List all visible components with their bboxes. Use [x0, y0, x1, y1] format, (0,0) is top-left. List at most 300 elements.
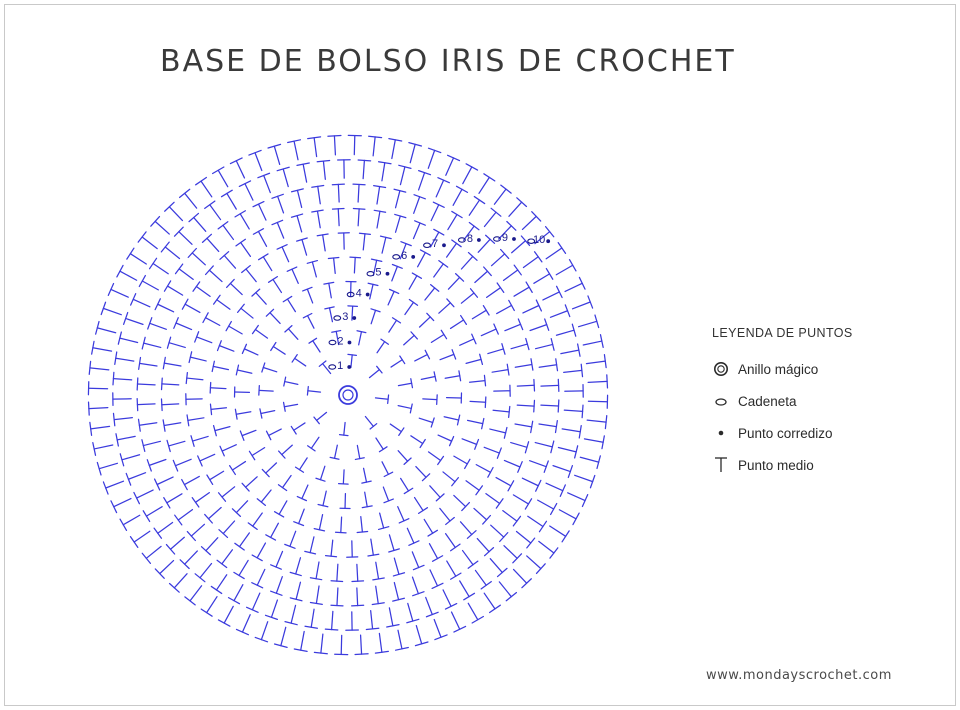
stitch-slip — [411, 255, 415, 259]
stitch-half-double-crochet — [523, 300, 541, 313]
stitch-half-double-crochet — [448, 274, 463, 290]
stitch-half-double-crochet — [325, 307, 334, 322]
stitch-half-double-crochet — [440, 350, 456, 360]
stitch-half-double-crochet — [130, 531, 149, 547]
stitch-half-double-crochet — [369, 366, 382, 377]
magic-ring-inner — [343, 390, 353, 400]
stitch-half-double-crochet — [249, 150, 262, 170]
stitch-half-double-crochet — [443, 590, 457, 609]
stitch-half-double-crochet — [530, 319, 549, 331]
stitch-half-double-crochet — [353, 184, 365, 202]
stitch-half-double-crochet — [201, 597, 217, 616]
stitch-half-double-crochet — [546, 483, 565, 496]
stitch-half-double-crochet — [277, 167, 289, 186]
stitch-half-double-crochet — [230, 158, 244, 178]
stitch-half-double-crochet — [499, 582, 516, 601]
stitch-half-double-crochet — [260, 409, 275, 418]
stitch-half-double-crochet — [493, 406, 510, 417]
stitch-half-double-crochet — [490, 427, 507, 438]
stitch-half-double-crochet — [439, 299, 454, 313]
stitch-half-double-crochet — [365, 416, 376, 429]
stitch-half-double-crochet — [383, 487, 393, 503]
stitch-half-double-crochet — [353, 209, 364, 226]
stitch-half-double-crochet — [314, 515, 324, 531]
stitch-half-double-crochet — [468, 419, 484, 429]
stitch-half-double-crochet — [496, 478, 514, 491]
stitch-half-double-crochet — [416, 467, 430, 481]
stitch-half-double-crochet — [412, 577, 424, 596]
stitch-half-double-crochet — [198, 454, 215, 466]
stitch-half-double-crochet — [285, 531, 296, 548]
stitch-half-double-crochet — [186, 394, 202, 405]
stitch-half-double-crochet — [431, 330, 446, 342]
stitch-half-double-crochet — [259, 386, 273, 395]
stitch-half-double-crochet — [424, 519, 437, 536]
stitch-slip — [386, 272, 390, 276]
stitch-half-double-crochet — [509, 198, 527, 216]
stitch-half-double-crochet — [446, 155, 460, 175]
stitch-half-double-crochet — [93, 443, 113, 456]
stitch-half-double-crochet — [340, 423, 348, 436]
stitch-half-double-crochet — [240, 430, 256, 440]
stitch-half-double-crochet — [196, 177, 212, 196]
stitch-half-double-crochet — [350, 257, 360, 273]
stitch-half-double-crochet — [253, 229, 266, 247]
stitch-half-double-crochet — [164, 494, 182, 508]
stitch-half-double-crochet — [562, 426, 581, 438]
stitch-half-double-crochet — [335, 635, 348, 654]
stitch-half-double-crochet — [117, 265, 137, 280]
stitch-half-double-crochet — [579, 315, 599, 327]
stitch-half-double-crochet — [206, 266, 222, 282]
stitch-half-double-crochet — [232, 501, 247, 517]
stitch-half-double-crochet — [248, 513, 262, 529]
round-number-label: 1 — [337, 359, 344, 372]
stitch-half-double-crochet — [195, 564, 211, 582]
stitch-half-double-crochet — [96, 322, 116, 335]
stitch-half-double-crochet — [292, 355, 306, 366]
stitch-half-double-crochet — [220, 445, 236, 456]
stitch-half-double-crochet — [497, 300, 515, 313]
stitch-half-double-crochet — [189, 352, 206, 363]
stitch-half-double-crochet — [283, 296, 295, 311]
stitch-half-double-crochet — [237, 615, 251, 635]
legend-item-label: Punto medio — [738, 457, 814, 473]
stitch-half-double-crochet — [550, 526, 569, 542]
stitch-half-double-crochet — [541, 379, 559, 391]
stitch-half-double-crochet — [162, 378, 179, 389]
stitch-half-double-crochet — [266, 523, 279, 540]
stitch-half-double-crochet — [568, 493, 588, 507]
stitch-half-double-crochet — [180, 189, 197, 208]
stitch-half-double-crochet — [235, 211, 249, 229]
stitch-half-double-crochet — [101, 302, 121, 314]
stitch-half-double-crochet — [359, 233, 370, 250]
stitch-half-double-crochet — [445, 371, 460, 381]
stitch-half-double-crochet — [398, 404, 412, 413]
stitch-half-double-crochet — [475, 570, 491, 588]
stitch-half-double-crochet — [89, 402, 108, 415]
stitch-half-double-crochet — [411, 436, 425, 448]
stitch-layer — [88, 135, 607, 654]
stitch-half-double-crochet — [234, 560, 248, 578]
stitch-half-double-crochet — [415, 498, 428, 514]
stitch-half-double-crochet — [358, 160, 370, 179]
stitch-half-double-crochet — [142, 337, 161, 349]
stitch-half-double-crochet — [352, 564, 363, 581]
stitch-half-double-crochet — [328, 257, 338, 273]
stitch-half-double-crochet — [277, 245, 289, 262]
stitch-half-double-crochet — [272, 220, 284, 238]
stitch-half-double-crochet — [539, 421, 557, 433]
stitch-half-double-crochet — [494, 185, 511, 204]
stitch-chain — [329, 365, 336, 369]
stitch-slip — [546, 239, 550, 243]
stitch-half-double-crochet — [399, 165, 411, 184]
stitch-half-double-crochet — [247, 593, 260, 612]
stitch-slip — [366, 293, 370, 297]
stitch-half-double-crochet — [297, 485, 308, 501]
stitch-half-double-crochet — [235, 387, 250, 397]
stitch-half-double-crochet — [479, 174, 495, 193]
stitch-half-double-crochet — [382, 462, 393, 477]
stitch-slip — [442, 243, 446, 247]
stitch-half-double-crochet — [147, 459, 166, 471]
stitch-half-double-crochet — [535, 441, 554, 453]
stitch-half-double-crochet — [318, 491, 328, 507]
stitch-slip — [348, 341, 352, 345]
stitch-half-double-crochet — [444, 415, 460, 425]
stitch-half-double-crochet — [154, 522, 172, 538]
stitch-half-double-crochet — [284, 377, 298, 386]
stitch-half-double-crochet — [556, 324, 575, 336]
stitch-half-double-crochet — [116, 434, 135, 446]
stitch-half-double-crochet — [474, 508, 490, 524]
stitch-half-double-crochet — [186, 373, 203, 384]
stitch-half-double-crochet — [220, 252, 236, 268]
stitch-half-double-crochet — [380, 236, 391, 253]
stitch-half-double-crochet — [330, 445, 339, 459]
stitch-half-double-crochet — [407, 528, 419, 545]
stitch-half-double-crochet — [142, 440, 161, 452]
stitch-half-double-crochet — [310, 586, 322, 604]
stitch-half-double-crochet — [287, 267, 298, 283]
stitch-half-double-crochet — [201, 538, 217, 555]
stitch-half-double-crochet — [460, 581, 475, 600]
stitch-half-double-crochet — [88, 382, 107, 395]
stitch-half-double-crochet — [436, 178, 449, 197]
stitch-half-double-crochet — [310, 562, 321, 580]
stitch-half-double-crochet — [296, 458, 308, 472]
stitch-half-double-crochet — [290, 582, 302, 601]
stitch-half-double-crochet — [331, 588, 343, 606]
legend-item-label: Anillo mágico — [738, 361, 819, 377]
round-number-label: 2 — [337, 335, 344, 348]
stitch-half-double-crochet — [127, 248, 146, 264]
stitch-half-double-crochet — [355, 635, 368, 654]
stitch-half-double-crochet — [305, 537, 316, 554]
stitch-half-double-crochet — [182, 299, 200, 312]
stitch-half-double-crochet — [142, 546, 161, 563]
slip-stitch-icon — [712, 424, 738, 442]
stitch-half-double-crochet — [316, 466, 325, 481]
stitch-half-double-crochet — [162, 399, 179, 410]
stitch-half-double-crochet — [137, 399, 155, 411]
stitch-half-double-crochet — [305, 609, 317, 628]
stitch-half-double-crochet — [468, 603, 483, 623]
stitch-half-double-crochet — [307, 387, 320, 395]
stitch-half-double-crochet — [541, 400, 559, 412]
stitch-half-double-crochet — [564, 364, 583, 376]
stitch-half-double-crochet — [523, 252, 541, 268]
stitch-half-double-crochet — [193, 282, 210, 297]
stitch-half-double-crochet — [390, 424, 404, 435]
stitch-half-double-crochet — [294, 509, 304, 525]
stitch-half-double-crochet — [583, 335, 603, 348]
stitch-half-double-crochet — [371, 309, 380, 324]
stitch-half-double-crochet — [214, 295, 230, 309]
stitch-half-double-crochet — [584, 436, 604, 449]
stitch-half-double-crochet — [189, 213, 206, 231]
stitch-half-double-crochet — [266, 600, 278, 619]
stitch-half-double-crochet — [580, 456, 600, 469]
stitch-half-double-crochet — [504, 265, 522, 280]
stitch-half-double-crochet — [443, 472, 458, 486]
stitch-half-double-crochet — [229, 585, 243, 604]
crochet-diagram-svg — [60, 100, 660, 680]
stitch-half-double-crochet — [239, 181, 253, 200]
stitch-half-double-crochet — [271, 577, 283, 596]
stitch-half-double-crochet — [446, 534, 460, 551]
stitch-half-double-crochet — [530, 461, 549, 473]
stitch-half-double-crochet — [440, 508, 454, 524]
stitch-half-double-crochet — [389, 139, 402, 159]
stitch-half-double-crochet — [556, 260, 576, 275]
stitch-half-double-crochet — [476, 465, 493, 478]
stitch-half-double-crochet — [235, 409, 250, 419]
round-label-layer — [329, 232, 550, 372]
stitch-half-double-crochet — [461, 253, 477, 269]
stitch-half-double-crochet — [175, 227, 192, 244]
stitch-half-double-crochet — [484, 208, 500, 226]
stitch-half-double-crochet — [379, 513, 389, 529]
stitch-half-double-crochet — [366, 611, 378, 630]
stitch-half-double-crochet — [393, 583, 405, 602]
stitch-half-double-crochet — [379, 162, 391, 181]
stitch-half-double-crochet — [187, 415, 204, 426]
stitch-half-double-crochet — [235, 533, 250, 550]
stitch-half-double-crochet — [376, 438, 387, 452]
stitch-half-double-crochet — [325, 611, 337, 630]
stitch-half-double-crochet — [484, 447, 501, 458]
stitch-half-double-crochet — [317, 160, 329, 179]
stitch-half-double-crochet — [328, 136, 341, 155]
stitch-half-double-crochet — [188, 248, 205, 264]
stitch-half-double-crochet — [338, 160, 351, 178]
stitch-half-double-crochet — [113, 413, 132, 425]
stitch-half-double-crochet — [413, 221, 425, 239]
stitch-half-double-crochet — [451, 316, 467, 329]
stitch-half-double-crochet — [242, 266, 256, 282]
stitch-half-double-crochet — [131, 294, 150, 307]
watermark: www.mondayscrochet.com — [706, 668, 892, 683]
stitch-half-double-crochet — [336, 517, 346, 533]
stitch-half-double-crochet — [550, 305, 569, 317]
stitch-half-double-crochet — [150, 258, 169, 273]
stitch-half-double-crochet — [139, 276, 158, 290]
legend-item-slip-stitch — [712, 418, 932, 448]
stitch-chain — [329, 340, 336, 344]
stitch-half-double-crochet — [226, 322, 242, 334]
stitch-half-double-crochet — [539, 541, 558, 558]
stitch-half-double-crochet — [536, 339, 555, 351]
stitch-half-double-crochet — [333, 209, 344, 226]
stitch-half-double-crochet — [92, 341, 112, 354]
stitch-half-double-crochet — [564, 405, 583, 417]
stitch-half-double-crochet — [115, 352, 134, 364]
stitch-half-double-crochet — [143, 507, 162, 522]
stitch-half-double-crochet — [255, 622, 267, 642]
stitch-half-double-crochet — [219, 521, 235, 537]
stitch-half-double-crochet — [565, 277, 585, 291]
stitch-half-double-crochet — [275, 627, 288, 647]
stitch-half-double-crochet — [486, 494, 503, 509]
stitch-half-double-crochet — [267, 429, 282, 440]
stitch-half-double-crochet — [205, 508, 221, 524]
stitch-half-double-crochet — [346, 612, 359, 630]
stitch-half-double-crochet — [262, 363, 277, 372]
stitch-half-double-crochet — [163, 357, 181, 368]
stitch-half-double-crochet — [290, 558, 301, 576]
stitch-half-double-crochet — [271, 343, 285, 355]
stitch-slip — [347, 365, 351, 369]
stitch-half-double-crochet — [490, 559, 507, 577]
round-number-label: 8 — [466, 232, 473, 245]
magic-ring-icon — [712, 360, 738, 378]
stitch-half-double-crochet — [303, 314, 314, 329]
stitch-half-double-crochet — [452, 612, 466, 632]
stitch-half-double-crochet — [448, 211, 462, 229]
stitch-half-double-crochet — [278, 476, 291, 491]
stitch-half-double-crochet — [185, 586, 202, 605]
stitch-half-double-crochet — [487, 283, 504, 297]
stitch-half-double-crochet — [288, 140, 301, 160]
stitch-half-double-crochet — [429, 452, 444, 465]
stitch-half-double-crochet — [511, 339, 529, 350]
stitch-half-double-crochet — [392, 265, 402, 281]
stitch-half-double-crochet — [174, 318, 192, 330]
stitch-half-double-crochet — [414, 195, 426, 214]
stitch-half-double-crochet — [272, 194, 284, 213]
stitch-half-double-crochet — [207, 471, 224, 484]
legend-item-half-double-crochet — [712, 450, 932, 480]
stitch-half-double-crochet — [252, 543, 265, 561]
stitch-half-double-crochet — [454, 456, 470, 468]
stitch-half-double-crochet — [514, 282, 532, 296]
stitch-half-double-crochet — [167, 337, 185, 348]
stitch-half-double-crochet — [573, 296, 593, 309]
stitch-half-double-crochet — [151, 217, 169, 235]
chain-icon — [712, 392, 738, 410]
stitch-half-double-crochet — [415, 350, 430, 361]
stitch-half-double-crochet — [438, 435, 454, 446]
stitch-half-double-crochet — [180, 551, 197, 569]
stitch-half-double-crochet — [387, 608, 399, 627]
stitch-half-double-crochet — [191, 436, 208, 447]
magic-ring — [339, 386, 357, 404]
stitch-half-double-crochet — [558, 446, 577, 458]
stitch-half-double-crochet — [429, 544, 442, 562]
stitch-half-double-crochet — [348, 135, 361, 154]
legend-item-chain — [712, 386, 932, 416]
stitch-half-double-crochet — [139, 419, 157, 431]
stitch-half-double-crochet — [163, 420, 181, 431]
stitch-half-double-crochet — [222, 190, 237, 209]
stitch-half-double-crochet — [513, 495, 531, 509]
stitch-half-double-crochet — [236, 365, 252, 375]
stitch-half-double-crochet — [368, 539, 379, 556]
stitch-half-double-crochet — [492, 364, 509, 375]
stitch-half-double-crochet — [268, 144, 280, 164]
stitch-half-double-crochet — [528, 516, 547, 531]
stitch-half-double-crochet — [167, 440, 185, 451]
stitch-half-double-crochet — [324, 282, 334, 297]
stitch-half-double-crochet — [217, 550, 232, 568]
stitch-half-double-crochet — [331, 564, 342, 581]
round-number-label: 10 — [533, 234, 546, 247]
stitch-half-double-crochet — [389, 535, 400, 552]
stitch-half-double-crochet — [309, 338, 320, 352]
stitch-half-double-crochet — [375, 633, 388, 653]
stitch-half-double-crochet — [575, 475, 595, 487]
stitch-half-double-crochet — [138, 232, 157, 249]
stitch-half-double-crochet — [134, 490, 153, 504]
stitch-chain — [424, 243, 431, 247]
stitch-half-double-crochet — [285, 605, 297, 624]
stitch-half-double-crochet — [303, 287, 313, 303]
stitch-half-double-crochet — [218, 606, 233, 626]
stitch-half-double-crochet — [332, 184, 344, 202]
stitch-half-double-crochet — [258, 173, 270, 192]
stitch-half-double-crochet — [192, 493, 209, 507]
stitch-half-double-crochet — [242, 344, 258, 355]
stitch-half-double-crochet — [561, 344, 580, 356]
stitch-half-double-crochet — [314, 634, 327, 654]
round-number-label: 5 — [375, 266, 382, 279]
stitch-half-double-crochet — [434, 261, 448, 277]
round-number-label: 7 — [431, 238, 439, 251]
stitch-half-double-crochet — [430, 486, 444, 501]
stitch-half-double-crochet — [339, 470, 348, 484]
stitch-half-double-crochet — [477, 539, 493, 556]
round-number-label: 9 — [501, 231, 509, 244]
stitch-half-double-crochet — [462, 439, 478, 449]
round-number-label: 6 — [401, 249, 408, 262]
stitch-half-double-crochet — [253, 202, 266, 220]
stitch-half-double-crochet — [522, 212, 540, 230]
stitch-half-double-crochet — [373, 562, 384, 580]
stitch-half-double-crochet — [415, 626, 427, 646]
stitch-half-double-crochet — [484, 593, 500, 612]
stitch-half-double-crochet — [259, 254, 272, 271]
stitch-half-double-crochet — [203, 313, 220, 326]
stitch-half-double-crochet — [108, 284, 128, 298]
stitch-chain — [393, 255, 400, 259]
stitch-half-double-crochet — [546, 243, 565, 259]
stitch-half-double-crochet — [421, 372, 436, 381]
stitch-half-double-crochet — [205, 201, 221, 219]
stitch-chain — [367, 272, 374, 276]
